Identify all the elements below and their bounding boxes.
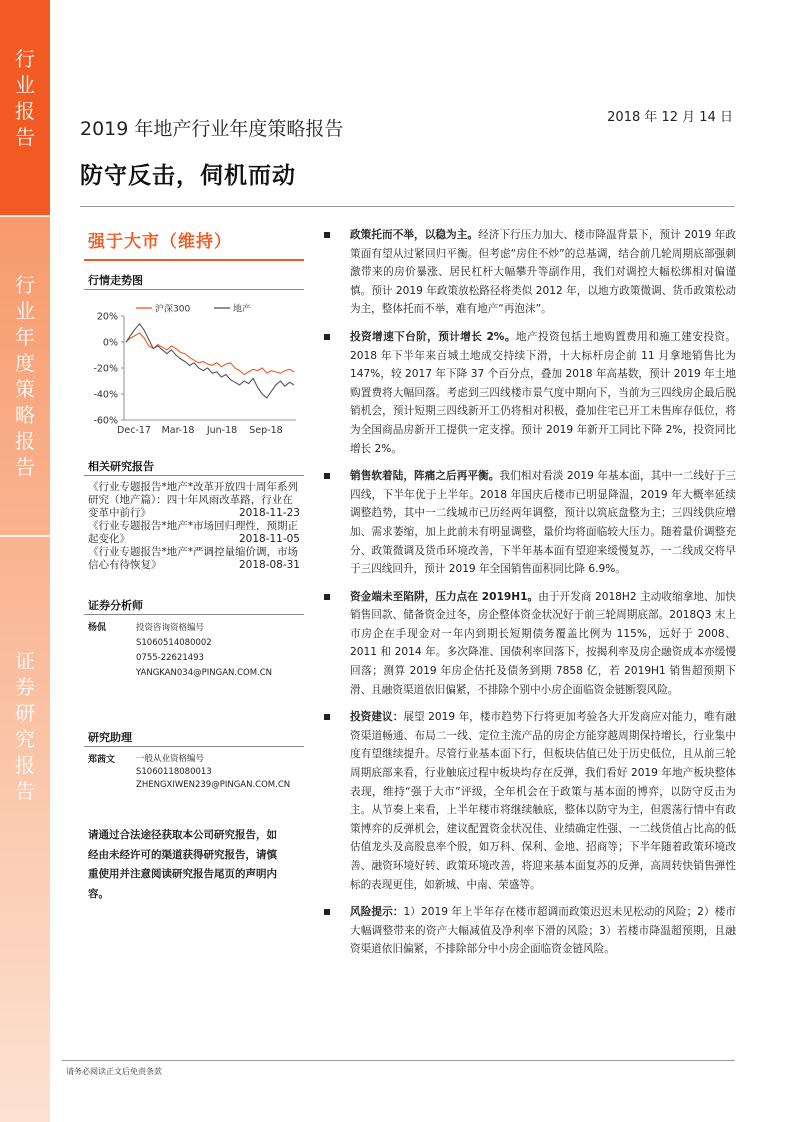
related-reports-list [88,481,300,572]
assistant-credential-label: 一般从业资格编号 [136,754,205,764]
bullet-body: 由于开发商 2018H2 主动收缩拿地、加快销售回款、储备资金过冬，房企整体资金状况好于前三轮周期底部。2018Q3 末上市房企在手现金对一年内到期长短期债务覆盖比例为 115%，远好于 2008、2011 和 2014 年。多次降准、国债利率回落下，按揭利率及房企融资成本亦缓慢回落；测算 2019 年房企估托及债务到期 7858 亿，若 2019H1 销售超预期下滑、且融资渠道依旧偏紧，不排除个别中小房企面临资金链断裂风险。 [350,590,736,696]
bullet-square-icon [324,714,330,720]
assistant-info [136,753,306,792]
related-report-text: 《行业专题报告*地产*严调控量缩价调，市场信心有待恢复》 [88,546,298,571]
analyst-section-title: 证券分析师 [88,599,143,612]
analyst-name: 杨侃 [88,623,107,633]
section-divider [84,475,304,476]
analyst-credential-label: 投资咨询资格编号 [136,623,205,633]
analyst-credential-id: S1060514080002 [136,638,212,648]
x-tick-label: Sep-18 [249,425,283,436]
bullet-heading: 政策托而不举，以稳为主。 [350,229,479,241]
bullet-square-icon [324,232,330,238]
x-tick-label: Mar-18 [161,425,195,436]
assistant-section-title: 研究助理 [88,731,132,744]
related-report-item[interactable] [88,546,300,572]
related-report-text: 《行业专题报告*地产*改革开放四十周年系列研究（地产篇）：四十年风雨改革路，行业在变革中前行》 [88,481,298,519]
rating-divider [84,259,304,261]
compliance-notice: 请通过合法途径获取本公司研究报告，如经由未经许可的渠道获得研究报告，请慎重使用并注意阅读研究报告尾页的声明内容。 [88,829,277,900]
bullet-square-icon [324,594,330,600]
section-divider [84,614,304,615]
bullet-body: 我们相对看淡 2019 年基本面，其中一二线好于三四线，下半年优于上半年。2018 年国庆后楼市已明显降温，2019 年大概率延续调整趋势，其中一二线城市已历经两年调整，预计以筑底盘整为主；三四线供应增加、需求萎缩，加上此前未有明显调整，量价均将面临较大压力。随着量价调整充分、政策微调及货币环境改善，下半年基本面有望迎来缓慢复苏，一二线成交将早于三四线回升，预计 2019 年全国销售面积同比降 6.9%。 [350,470,737,576]
market-trend-chart [84,296,304,441]
bullet-body: 经济下行压力加大、楼市降温背景下，预计 2019 年政策面有望从过紧回归平衡。但考虑“房住不炒”的总基调，结合前几轮周期底部强刺激带来的房价暴涨、居民杠杆大幅攀升等副作用，我们对调控大幅松绑相对偏谨慎。预计 2019 年政策放松路径将类似 2012 年，以地方政策微调、货币政策松动为主，整体托而不举，难有地产“再泡沫”。 [350,229,736,316]
x-tick-label: Dec-17 [117,425,151,436]
analyst-info [136,621,306,681]
sidebar-label-report-type: 行业报告 [15,47,35,149]
assistant-email[interactable]: ZHENGXIWEN239@PINGAN.COM.CN [136,780,291,790]
bullet-item [324,467,736,579]
legend-label: 沪深300 [155,304,191,315]
y-tick-label: -40% [93,389,118,401]
sidebar-label-research: 证券研究报告 [15,649,35,803]
bullet-body: 地产投资包括土地购置费用和施工建安投资。2018 年下半年来百城土地成交持续下滑，十大标杆房企前 11 月拿地销售比为 147%，较 2017 年下降 37 个百分点，叠加 2018 年高基数，预计 2019 年土地购置费将大幅回落。考虑到三四线楼市景气度中期向下，当前为三四线房企最后脱销机会，预计短期三四线新开工仍将相对积极，叠加住宅已开工未售库存低位，将为全国商品房新开工提供一定支撑。预计 2019 年新开工同比下降 2%，投资同比增长 2%。 [350,330,736,455]
analyst-email[interactable]: YANGKAN034@PINGAN.COM.CN [136,668,273,678]
y-tick-label: 20% [96,311,118,323]
series-line-hs300 [126,333,294,375]
assistant-credential-id: S1060118080013 [136,767,212,777]
related-report-date: 2018-11-05 [238,533,300,545]
y-tick-label: 0% [102,337,118,349]
bullet-heading: 风险提示： [350,906,404,919]
related-report-text: 《行业专题报告*地产*市场回归理性，预期正起变化》 [88,520,298,545]
legend-label: 地产 [233,304,252,315]
bullet-heading: 投资增速下台阶，预计增长 2%。 [350,330,516,343]
bullet-item [324,588,736,700]
section-divider [84,289,304,290]
document-date: 2018 年 12 月 14 日 [607,110,733,125]
related-section-title: 相关研究报告 [88,460,154,473]
bullet-square-icon [324,334,330,340]
bullet-item [324,328,736,458]
trend-section-title: 行情走势图 [88,274,143,287]
sidebar-divider [0,535,50,537]
document-subtitle: 防守反击，伺机而动 [80,163,296,189]
sidebar-label-category: 行业年度策略报告 [15,273,35,479]
bullet-body: 1）2019 年上半年存在楼市超调而政策迟迟未见松动的风险；2）楼市大幅调整带来的资产大幅减值及净利率下滑的风险；3）若楼市降温超预期，且融资渠道依旧偏紧，不排除部分中小房企面临资金链风险。 [350,906,736,956]
bullet-heading: 资金端未至陷阱，压力点在 2019H1。 [350,590,539,603]
bullet-body: 展望 2019 年，楼市趋势下行将更加考验各大开发商应对能力，唯有融资渠道畅通、布局二一线、定位主流产品的房企方能穿越周期保持增长，行业集中度有望继续提升。尽管行业基本面下行，但板块估值已处于历史低位，且从前三轮周期底部来看，行业触底过程中板块均存在反弹，我们看好 2019 年地产板块整体表现，维持“强于大市”评级，全年机会在于政策与基本面的博弈，以防守反击为主。从节奏上来看，上半年楼市将继续触底，整体以防守为主，但震荡行情中有政策博弈的反弹机会，建议配置资金状况佳、业绩确定性强、一二线货值占比高的低估值龙头及高股息率个股，如万科、保利、金地、招商等；下半年随着政策环境改善、融资环境好转、政策环境改善，将迎来基本面复苏的反弹，高周转快销售弹性标的表现更佳，如新城、中南、荣盛等。 [350,711,736,891]
bullet-square-icon [324,473,330,479]
analyst-card [88,621,308,691]
bullet-item [324,903,736,959]
footer-disclaimer[interactable]: 请务必阅读正文后免责条款 [66,1067,162,1076]
series-line-estate [126,324,294,398]
assistant-card [88,753,308,813]
related-report-item[interactable] [88,481,300,520]
bullet-square-icon [324,909,330,915]
section-divider [84,746,304,747]
analyst-phone: 0755-22621493 [136,653,204,663]
sidebar-divider [0,215,50,217]
main-content [324,226,736,968]
rating-label: 强于大市（维持） [88,232,232,252]
header-divider [80,206,735,207]
x-tick-label: Jun-18 [206,425,238,436]
assistant-name: 郑茜文 [88,755,116,765]
document-title: 2019 年地产行业年度策略报告 [80,118,344,140]
y-tick-label: -20% [93,363,118,375]
related-report-date: 2018-08-31 [238,559,300,571]
bullet-item [324,226,736,319]
related-report-date: 2018-11-23 [238,507,300,519]
related-report-item[interactable] [88,520,300,546]
y-tick-label: -60% [93,415,118,427]
bullet-item [324,708,736,894]
bullet-heading: 销售软着陆，阵痛之后再平衡。 [350,470,500,483]
footer-divider [62,1060,735,1061]
bullet-heading: 投资建议： [350,711,404,724]
